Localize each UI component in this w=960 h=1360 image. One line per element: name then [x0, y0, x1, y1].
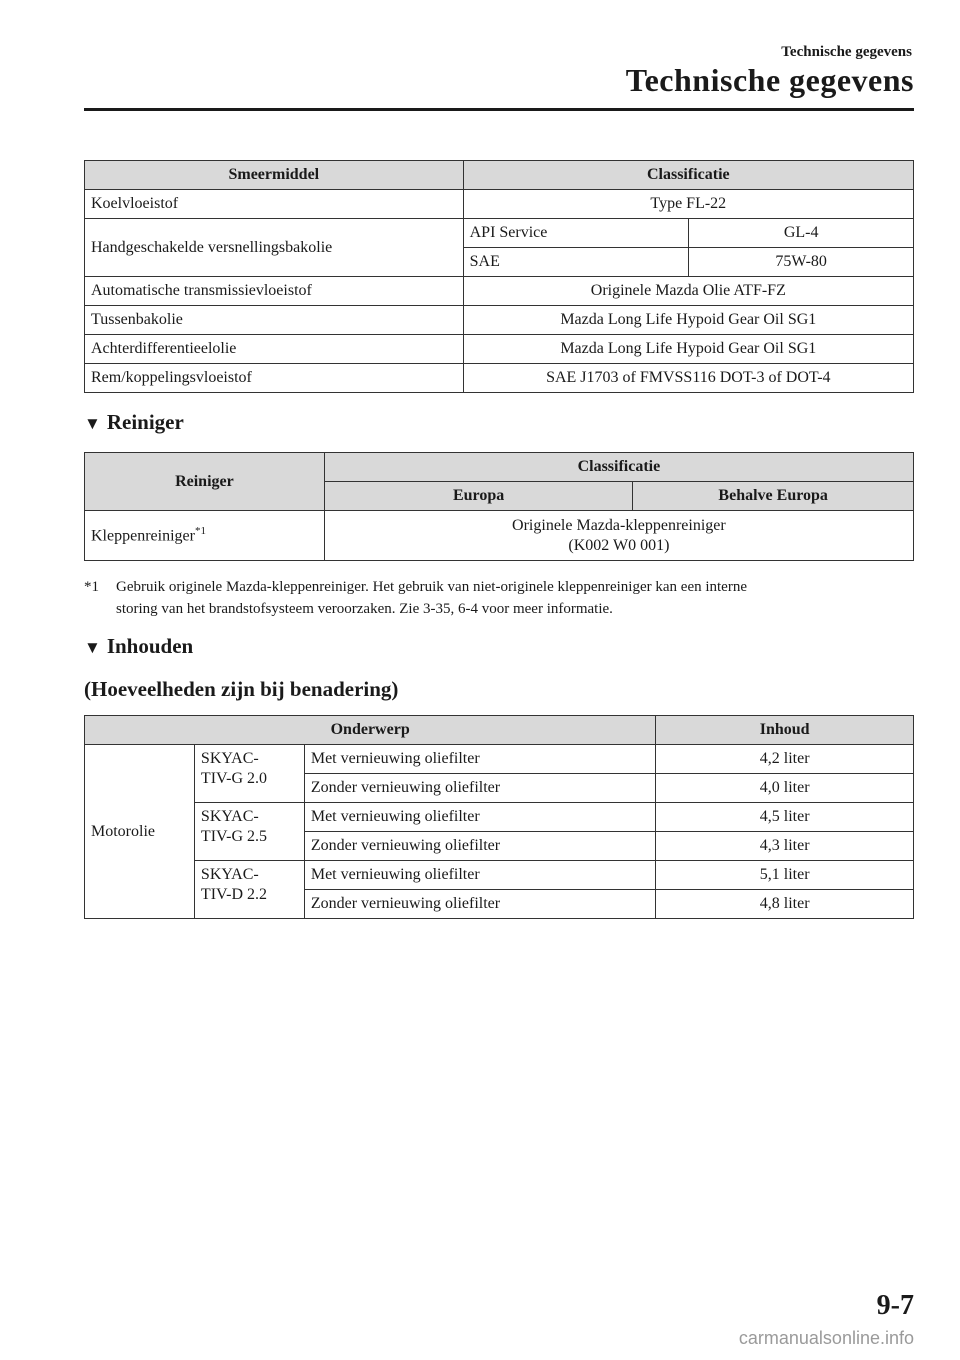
- footnote-line: storing van het brandstofsysteem veroorzaken. Zie 3-35, 6-4 voor meer informatie.: [116, 601, 613, 617]
- watermark: carmanualsonline.info: [738, 1328, 914, 1348]
- header-divider: [84, 108, 914, 111]
- page-number: 9-7: [876, 1290, 914, 1321]
- cleaner-name-text: Kleppenreiniger: [91, 527, 195, 545]
- table-row: [85, 190, 914, 219]
- column-header-non-europe: Behalve Europa: [633, 482, 914, 511]
- table-row: [85, 745, 914, 774]
- footnote-reference: *1: [194, 525, 206, 538]
- footnote-mark: *1: [84, 579, 99, 595]
- running-header-small: Technische gegevens: [781, 44, 912, 60]
- cleaner-name: [85, 511, 325, 561]
- table-row: [85, 511, 914, 561]
- running-header-title: Technische gegevens: [625, 62, 914, 98]
- engine-name-line: TIV-G 2.5: [200, 828, 267, 845]
- engine-name: [194, 803, 304, 861]
- footnote-line: Gebruik originele Mazda-kleppenreiniger. Het gebruik van niet-originele kleppenreiniger kan een interne: [116, 579, 747, 595]
- down-triangle-icon: ▼: [84, 638, 101, 657]
- capacity-value: 4,3 liter: [656, 832, 914, 861]
- footnote: [84, 576, 914, 620]
- section-heading-text: Inhouden: [106, 634, 194, 658]
- capacity-condition: Met vernieuwing oliefilter: [304, 861, 656, 890]
- column-header-capacity: Inhoud: [656, 716, 914, 745]
- engine-name: [194, 861, 304, 919]
- table-row: [85, 335, 914, 364]
- table-row: [85, 277, 914, 306]
- capacity-group: Motorolie: [85, 745, 195, 919]
- lubricant-classification: SAE J1703 of FMVSS116 DOT-3 of DOT-4: [463, 364, 913, 393]
- column-header-europe: Europa: [324, 482, 633, 511]
- engine-name-line: SKYAC-: [200, 866, 259, 883]
- lubricant-classification: Mazda Long Life Hypoid Gear Oil SG1: [463, 335, 913, 364]
- table-row: [85, 219, 914, 248]
- capacity-condition: Zonder vernieuwing oliefilter: [304, 774, 656, 803]
- section-heading-cleaner: [84, 410, 184, 435]
- capacity-condition: Met vernieuwing oliefilter: [304, 803, 656, 832]
- lubricant-name: Rem/koppelingsvloeistof: [85, 364, 464, 393]
- capacity-value: 4,2 liter: [656, 745, 914, 774]
- lubricant-classification: Mazda Long Life Hypoid Gear Oil SG1: [463, 306, 913, 335]
- engine-name-line: SKYAC-: [200, 750, 259, 767]
- table-row: [85, 306, 914, 335]
- column-header-cleaner: Reiniger: [85, 453, 325, 511]
- engine-name-line: SKYAC-: [200, 808, 259, 825]
- engine-name-line: TIV-G 2.0: [200, 770, 267, 787]
- cleaner-part-number: (K002 W0 001): [568, 536, 670, 554]
- engine-name-line: TIV-D 2.2: [200, 886, 267, 903]
- cleaner-classification-line: Originele Mazda-kleppenreiniger: [512, 516, 726, 534]
- lubricant-name: Achterdifferentieelolie: [85, 335, 464, 364]
- lubricant-table: [84, 160, 914, 393]
- table-row: [85, 803, 914, 832]
- spec-value: GL-4: [689, 219, 914, 248]
- section-heading-capacities: [84, 634, 193, 659]
- spec-label: SAE: [463, 248, 689, 277]
- cleaner-table: [84, 452, 914, 561]
- capacity-condition: Zonder vernieuwing oliefilter: [304, 832, 656, 861]
- table-row: [85, 364, 914, 393]
- lubricant-classification: Originele Mazda Olie ATF-FZ: [463, 277, 913, 306]
- table-header-row: [85, 161, 914, 190]
- lubricant-name: Tussenbakolie: [85, 306, 464, 335]
- column-header-lubricant: Smeermiddel: [85, 161, 464, 190]
- table-header-row: [85, 453, 914, 482]
- capacity-table: [84, 715, 914, 919]
- table-row: [85, 861, 914, 890]
- column-header-item: Onderwerp: [85, 716, 656, 745]
- capacity-condition: Zonder vernieuwing oliefilter: [304, 890, 656, 919]
- spec-value: 75W-80: [689, 248, 914, 277]
- lubricant-classification: Type FL-22: [463, 190, 913, 219]
- down-triangle-icon: ▼: [84, 414, 101, 433]
- capacity-condition: Met vernieuwing oliefilter: [304, 745, 656, 774]
- engine-name: [194, 745, 304, 803]
- lubricant-name: Handgeschakelde versnellingsbakolie: [85, 219, 464, 277]
- capacity-value: 4,0 liter: [656, 774, 914, 803]
- section-heading-text: Reiniger: [106, 410, 184, 434]
- capacity-value: 5,1 liter: [656, 861, 914, 890]
- capacity-value: 4,8 liter: [656, 890, 914, 919]
- lubricant-name: Automatische transmissievloeistof: [85, 277, 464, 306]
- spec-label: API Service: [463, 219, 689, 248]
- capacity-value: 4,5 liter: [656, 803, 914, 832]
- table-header-row: [85, 716, 914, 745]
- column-header-classification: Classificatie: [463, 161, 913, 190]
- section-subheading: (Hoeveelheden zijn bij benadering): [84, 677, 399, 701]
- column-header-classification: Classificatie: [324, 453, 913, 482]
- lubricant-name: Koelvloeistof: [85, 190, 464, 219]
- cleaner-classification: [324, 511, 913, 561]
